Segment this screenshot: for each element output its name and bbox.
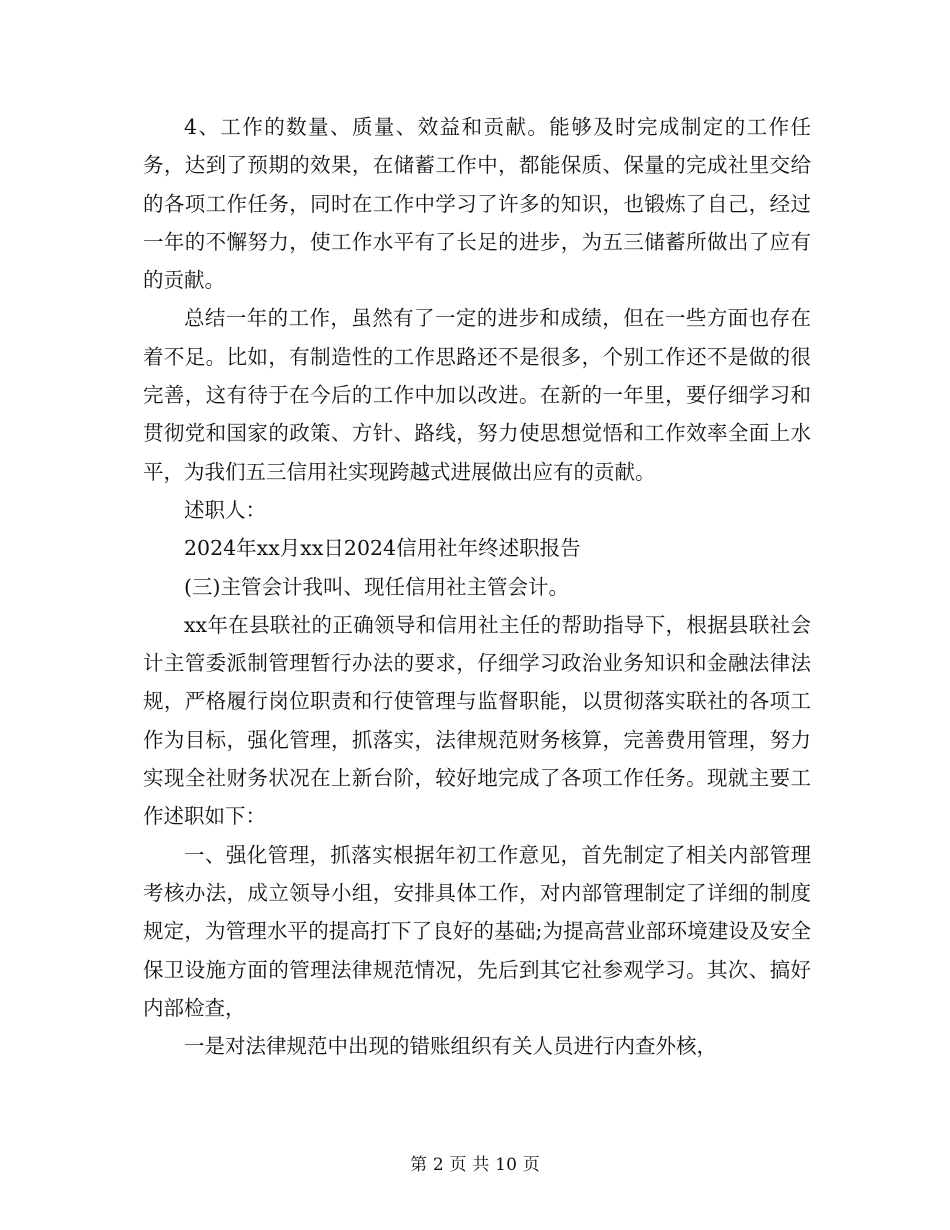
page-number: 第 2 页 共 10 页: [410, 1155, 540, 1175]
paragraph-section-heading: (三)主管会计我叫、现任信用社主管会计。: [184, 574, 569, 599]
paragraph-intro: xx年在县联社的正确领导和信用社主任的帮助指导下，根据县联社会计主管委派制管理暂行办法的要求，仔细学习政治业务知识和金融法律法规，严格履行岗位职责和行使管理与监督职能，以贯彻落实联社的各项工作为目标，强化管理，抓落实，法律规范财务核算，完善费用管理，努力实现全社财务状况在上新台阶，较好地完成了各项工作任务。现就主要工作述职如下：: [143, 612, 811, 829]
paragraph-work-contribution: 4、工作的数量、质量、效益和贡献。能够及时完成制定的工作任务，达到了预期的效果，在储蓄工作中，都能保质、保量的完成社里交给的各项工作任务，同时在工作中学习了许多的知识，也锻炼了自己，经过一年的不懈努力，使工作水平有了长足的进步，为五三储蓄所做出了应有的贡献。: [143, 115, 811, 293]
document-body: [143, 108, 811, 1065]
page-footer: [0, 1153, 950, 1177]
paragraph-date-title: 2024年xx月xx日2024信用社年终述职报告: [184, 536, 581, 561]
paragraph-summary: 总结一年的工作，虽然有了一定的进步和成绩，但在一些方面也存在着不足。比如，有制造性的工作思路还不是很多，个别工作还不是做的很完善，这有待于在今后的工作中加以改进。在新的一年里，要仔细学习和贯彻党和国家的政策、方针、路线，努力使思想觉悟和工作效率全面上水平，为我们五三信用社实现跨越式进展做出应有的贡献。: [143, 306, 811, 484]
paragraph-management: 一、强化管理，抓落实根据年初工作意见，首先制定了相关内部管理考核办法，成立领导小组，安排具体工作，对内部管理制定了详细的制度规定，为管理水平的提高打下了良好的基础;为提高营业部环境建设及安全保卫设施方面的管理法律规范情况，先后到其它社参观学习。其次、搞好内部检查，: [143, 842, 811, 1020]
paragraph-inspection: 一是对法律规范中出现的错账组织有关人员进行内查外核，: [184, 1034, 717, 1059]
paragraph-reporter: 述职人：: [184, 497, 266, 522]
